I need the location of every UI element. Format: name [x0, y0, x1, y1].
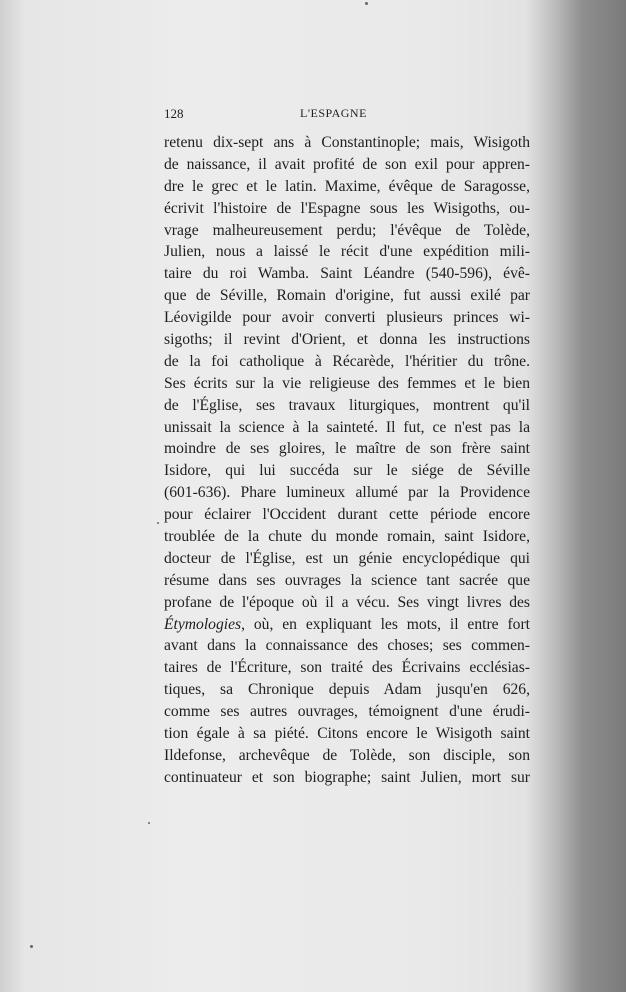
text-line: résume dans ses ouvrages la science tant sacrée que: [164, 571, 530, 589]
text-line: troublée de la chute du monde romain, saint Isidore,: [164, 528, 530, 546]
text-line: profane de l'époque où il a vécu. Ses vingt livres des: [164, 593, 530, 611]
scan-speck: [365, 2, 368, 5]
text-line: Léovigilde pour avoir converti plusieurs princes wi-: [164, 309, 530, 327]
text-line: de naissance, il avait profité de son exil pour appren-: [164, 155, 530, 173]
text-line: (601-636). Phare lumineux allumé par la Providence: [164, 484, 530, 502]
text-line: tiques, sa Chronique depuis Adam jusqu'en 626,: [164, 681, 530, 699]
body-text: [164, 132, 530, 789]
scan-speck: [30, 945, 33, 948]
text-line: retenu dix-sept ans à Constantinople; mais, Wisigoth: [164, 134, 530, 151]
text-line: comme ses autres ouvrages, témoignent d'une érudi-: [164, 703, 530, 721]
text-line: écrivit l'histoire de l'Espagne sous les Wisigoths, ou-: [164, 199, 530, 217]
text-line: moindre de ses gloires, le maître de son frère saint: [164, 440, 530, 458]
text-line: continuateur et son biographe; saint Julien, mort sur: [164, 768, 530, 786]
running-title: L'ESPAGNE: [300, 106, 367, 120]
text-line: avant dans la connaissance des choses; ses commen-: [164, 637, 530, 655]
text-line: de la foi catholique à Récarède, l'héritier du trône.: [164, 352, 530, 370]
text-line: que de Séville, Romain d'origine, fut aussi exilé par: [164, 287, 530, 305]
text-line: unissait la science à la sainteté. Il fut, ce n'est pas la: [164, 418, 530, 436]
text-line: vrage malheureusement perdu; l'évêque de Tolède,: [164, 221, 530, 239]
page-number: 128: [164, 106, 184, 121]
text-line: [164, 614, 530, 636]
text-line: Ildefonse, archevêque de Tolède, son disciple, son: [164, 746, 530, 764]
text-line: sigoths; il revint d'Orient, et donna les instructions: [164, 331, 530, 349]
scan-speck: [157, 522, 159, 524]
text-line: de l'Église, ses travaux liturgiques, montrent qu'il: [164, 396, 530, 414]
text-line: docteur de l'Église, est un génie encyclopédique qui: [164, 549, 530, 567]
text-line: tion égale à sa piété. Citons encore le Wisigoth saint: [164, 725, 530, 743]
italic-title: Étymologies: [164, 615, 242, 633]
text-line: Julien, nous a laissé le récit d'une expédition mili-: [164, 243, 530, 261]
text-line: taire du roi Wamba. Saint Léandre (540-596), évê-: [164, 265, 530, 283]
text-fragment: , où, en expliquant les mots, il entre fort: [241, 615, 530, 633]
text-line: Isidore, qui lui succéda sur le siége de Séville: [164, 462, 530, 480]
text-line: dre le grec et le latin. Maxime, évêque de Saragosse,: [164, 177, 530, 195]
text-line: taires de l'Écriture, son traité des Écrivains ecclésias-: [164, 659, 530, 677]
text-line: Ses écrits sur la vie religieuse des femmes et le bien: [164, 374, 530, 392]
text-line: pour éclairer l'Occident durant cette période encore: [164, 506, 530, 524]
scan-speck: [148, 822, 150, 824]
